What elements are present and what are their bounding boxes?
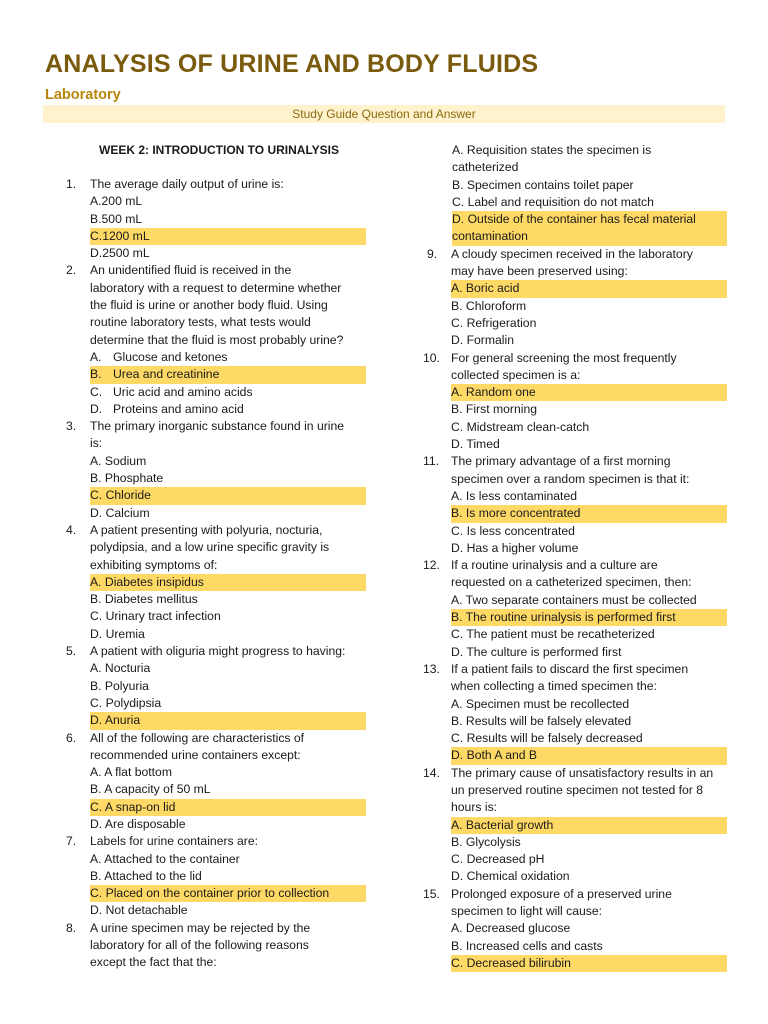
question-number: 13.	[423, 661, 440, 676]
question-stem: A urine specimen may be rejected by the laboratory for all of the following reasons except the fact that the:	[90, 920, 311, 970]
question-number: 11.	[423, 454, 440, 469]
answer-option-highlighted: A. Diabetes insipidus	[90, 574, 366, 591]
question-item	[66, 262, 366, 418]
answer-option: D. Uremia	[90, 626, 145, 641]
left-column	[66, 142, 366, 972]
answer-option: B. A capacity of 50 mL	[90, 782, 211, 797]
answer-option-highlighted: C.1200 mL	[90, 228, 366, 245]
answer-option: D. Has a higher volume	[451, 540, 579, 555]
question-stem: Prolonged exposure of a preserved urine specimen to light will cause:	[451, 886, 672, 919]
answer-option: B. Phosphate	[90, 471, 164, 486]
answer-option: A. Sodium	[90, 453, 147, 468]
answer-option: B. Increased cells and casts	[451, 938, 603, 953]
page-subtitle: Laboratory	[45, 87, 121, 103]
question-item	[66, 176, 366, 262]
answer-option: B. Diabetes mellitus	[90, 592, 198, 607]
question-item	[66, 920, 366, 972]
page-title: ANALYSIS OF URINE AND BODY FLUIDS	[45, 50, 539, 78]
question-number: 8.	[66, 920, 77, 935]
option-text: Urea and creatinine	[113, 367, 220, 382]
question-item	[66, 833, 366, 919]
question-stem: For general screening the most frequently collected specimen is a:	[451, 350, 677, 382]
question-item	[423, 886, 727, 972]
answer-option: A. Nocturia	[90, 661, 151, 676]
option-letter: B.	[90, 367, 102, 382]
question-stem: The primary advantage of a first morning specimen over a random specimen is that it:	[451, 454, 690, 486]
answer-option: B. Attached to the lid	[90, 868, 202, 883]
answer-option-highlighted: contamination	[452, 228, 727, 245]
answer-option-highlighted: A. Boric acid	[451, 280, 727, 297]
answer-option-highlighted: D. Outside of the container has fecal material	[452, 211, 727, 228]
question-item	[423, 765, 727, 886]
answer-option: C. Polydipsia	[90, 695, 162, 710]
question-stem: If a routine urinalysis and a culture are requested on a catheterized specimen, then:	[451, 558, 692, 590]
answer-option: A. Specimen must be recollected	[451, 696, 630, 711]
question-item	[423, 453, 727, 557]
question-stem: An unidentified fluid is received in the laboratory with a request to determine whether the fluid is urine or another body fluid. Using routine laboratory tests, what tests would determine that the fluid is most probably urine?	[90, 263, 344, 347]
question-stem: A patient with oliguria might progress to having:	[90, 644, 346, 659]
answer-option: B. Specimen contains toilet paper	[452, 177, 634, 192]
answer-option-highlighted: B. The routine urinalysis is performed first	[451, 609, 727, 626]
question-number: 14.	[423, 765, 440, 780]
answer-option: D. Chemical oxidation	[451, 869, 570, 884]
question-8-options	[427, 142, 727, 246]
answer-option-highlighted: C. Decreased bilirubin	[451, 955, 727, 972]
answer-option: C. Label and requisition do not match	[452, 194, 654, 209]
answer-option: D. Are disposable	[90, 816, 186, 831]
answer-option: C. Urinary tract infection	[90, 609, 221, 624]
answer-option: C. Results will be falsely decreased	[451, 731, 643, 746]
study-guide-banner: Study Guide Question and Answer	[43, 105, 725, 123]
answer-option-highlighted: C. Placed on the container prior to collection	[90, 885, 366, 902]
question-number: 9.	[427, 246, 438, 261]
right-question-list	[423, 246, 727, 972]
answer-option-highlighted: D. Anuria	[90, 712, 366, 729]
question-item	[66, 643, 366, 729]
question-stem: All of the following are characteristics of recommended urine containers except:	[90, 730, 305, 762]
answer-option-highlighted: B. Is more concentrated	[451, 505, 727, 522]
question-stem: Labels for urine containers are:	[90, 834, 259, 849]
question-number: 15.	[423, 886, 440, 901]
question-item	[66, 522, 366, 643]
answer-option	[90, 349, 366, 366]
answer-option: D. Timed	[451, 437, 500, 452]
answer-option-highlighted	[90, 366, 366, 383]
question-number: 5.	[66, 644, 77, 659]
answer-option: D. Calcium	[90, 505, 150, 520]
question-item	[66, 418, 366, 522]
answer-option: B. Polyuria	[90, 678, 149, 693]
question-number: 4.	[66, 522, 77, 537]
question-stem: The primary inorganic substance found in urine is:	[90, 419, 345, 451]
answer-option: A. A flat bottom	[90, 765, 172, 780]
answer-option-highlighted: A. Random one	[451, 384, 727, 401]
answer-option: D. Not detachable	[90, 903, 188, 918]
answer-option-highlighted: D. Both A and B	[451, 747, 727, 764]
question-number: 7.	[66, 834, 77, 849]
answer-option: C. Refrigeration	[451, 315, 537, 330]
right-column	[423, 142, 727, 972]
option-letter: C.	[90, 384, 103, 399]
answer-option: B.500 mL	[90, 211, 143, 226]
answer-option	[90, 384, 366, 401]
question-number: 1.	[66, 177, 77, 191]
option-letter: A.	[90, 349, 102, 364]
question-item	[66, 730, 366, 834]
question-number: 6.	[66, 730, 77, 745]
answer-option-highlighted: C. Chloride	[90, 487, 366, 504]
answer-option-highlighted: C. A snap-on lid	[90, 799, 366, 816]
answer-option: D.2500 mL	[90, 246, 150, 261]
option-text: Proteins and amino acid	[113, 401, 244, 416]
section-heading: WEEK 2: INTRODUCTION TO URINALYSIS	[99, 143, 340, 157]
question-number: 10.	[423, 350, 440, 365]
answer-option: C. Midstream clean-catch	[451, 419, 590, 434]
question-number: 12.	[423, 558, 440, 573]
answer-option: D. Formalin	[451, 333, 514, 348]
question-number: 3.	[66, 419, 77, 434]
left-question-list	[66, 176, 366, 972]
answer-option: B. First morning	[451, 402, 538, 417]
question-stem: A patient presenting with polyuria, nocturia, polydipsia, and a low urine specific gravity is exhibiting symptoms of:	[90, 522, 330, 572]
answer-option: A. Attached to the container	[90, 851, 240, 866]
question-item	[427, 246, 727, 350]
answer-option: C. The patient must be recatheterized	[451, 627, 655, 642]
question-stem: A cloudy specimen received in the laboratory may have been preserved using:	[451, 246, 693, 279]
answer-option: A. Requisition states the specimen is	[452, 143, 652, 157]
answer-option: A. Two separate containers must be collected	[451, 592, 697, 607]
answer-option: B. Chloroform	[451, 298, 527, 313]
answer-option	[90, 401, 366, 418]
answer-option: A. Decreased glucose	[451, 921, 571, 936]
question-stem: The average daily output of urine is:	[90, 177, 284, 191]
question-stem: The primary cause of unsatisfactory results in an un preserved routine specimen not tested for 8 hours is:	[451, 765, 714, 815]
answer-option: B. Results will be falsely elevated	[451, 713, 632, 728]
answer-option: B. Glycolysis	[451, 834, 521, 849]
option-text: Uric acid and amino acids	[113, 384, 253, 399]
answer-option: catheterized	[452, 160, 519, 175]
answer-option: C. Decreased pH	[451, 852, 545, 867]
question-item	[423, 557, 727, 661]
question-item	[423, 661, 727, 765]
answer-option-highlighted: A. Bacterial growth	[451, 817, 727, 834]
option-letter: D.	[90, 401, 103, 416]
answer-option: A. Is less contaminated	[451, 488, 577, 503]
answer-option: C. Is less concentrated	[451, 523, 575, 538]
question-item	[423, 350, 727, 454]
answer-option: D. The culture is performed first	[451, 644, 622, 659]
question-number: 2.	[66, 263, 77, 278]
option-text: Glucose and ketones	[113, 349, 228, 364]
answer-option: A.200 mL	[90, 194, 143, 209]
question-stem: If a patient fails to discard the first specimen when collecting a timed specimen the:	[451, 661, 689, 694]
